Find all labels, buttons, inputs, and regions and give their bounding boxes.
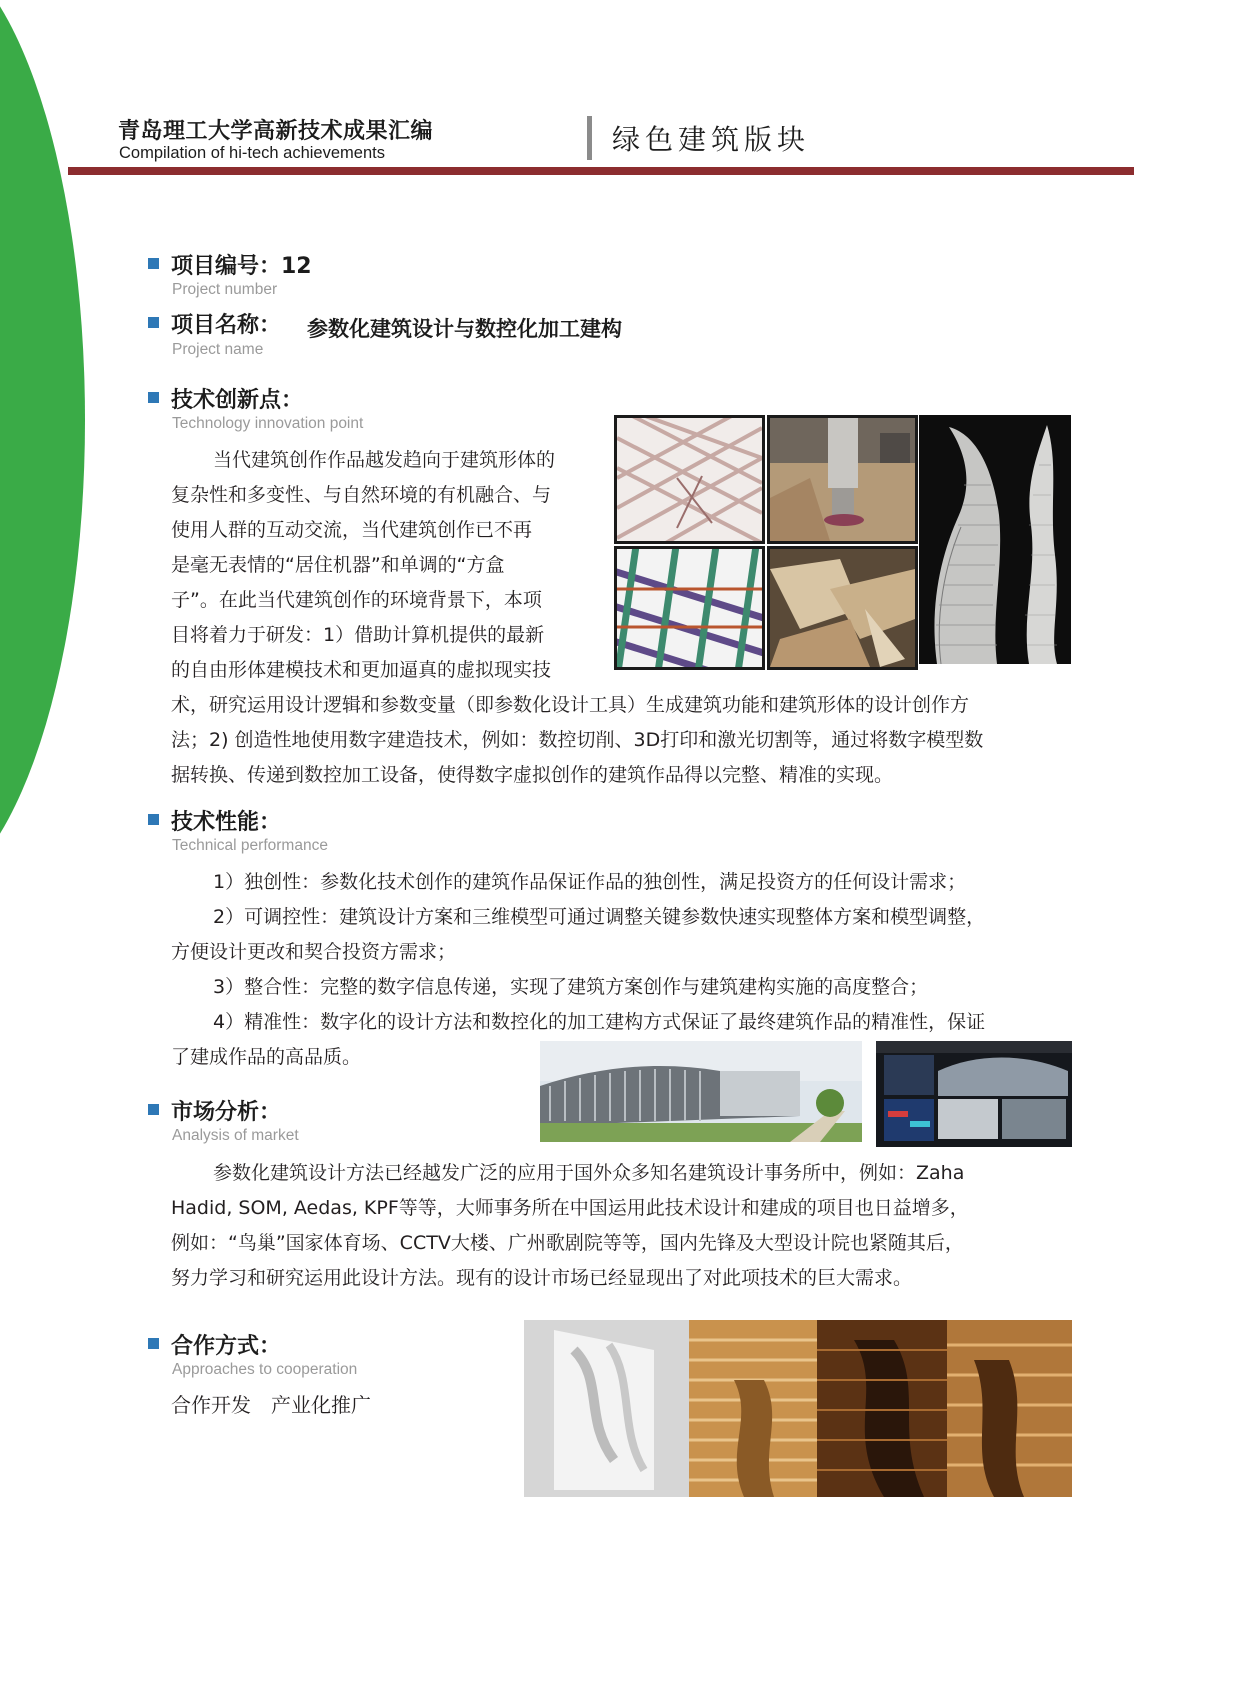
performance-item-2: 2）可调控性：建筑设计方案和三维模型可通过调整关键参数快速实现整体方案和模型调整， bbox=[213, 906, 986, 928]
performance-item-2-cont: 方便设计更改和契合投资方需求； bbox=[171, 941, 457, 963]
building-photo bbox=[540, 1041, 862, 1142]
lattice-model-image bbox=[614, 415, 765, 544]
paragraph-line: 的自由形体建模技术和更加逼真的虚拟现实技 bbox=[171, 659, 552, 681]
header-title-cn: 青岛理工大学高新技术成果汇编 bbox=[118, 119, 434, 144]
performance-item-4: 4）精准性：数字化的设计方法和数控化的加工建构方式保证了最终建筑作品的精准性，保证 bbox=[213, 1011, 986, 1033]
paragraph-line: 使用人群的互动交流，当代建筑创作已不再 bbox=[171, 519, 533, 541]
cooperation-label-en: Approaches to cooperation bbox=[172, 1361, 358, 1378]
cnc-machining-image bbox=[767, 415, 918, 544]
header-title-en: Compilation of hi-tech achievements bbox=[119, 144, 385, 162]
bullet-square-icon bbox=[148, 392, 159, 403]
header-rule bbox=[68, 167, 1134, 175]
paragraph-line: 目将着力于研发：1）借助计算机提供的最新 bbox=[171, 624, 545, 646]
paragraph-line: 当代建筑创作作品越发趋向于建筑形体的 bbox=[213, 449, 556, 471]
performance-label: 技术性能： bbox=[171, 810, 282, 835]
performance-label-en: Technical performance bbox=[172, 837, 328, 854]
section-title: 绿色建筑版块 bbox=[612, 123, 811, 156]
project-name-label-en: Project name bbox=[172, 341, 264, 358]
paragraph-line: 法；2) 创造性地使用数字建造技术，例如：数控切削、3D打印和激光切割等，通过将数字模型数 bbox=[171, 729, 984, 751]
project-name-label: 项目名称： bbox=[171, 313, 282, 338]
twisted-tower-image bbox=[919, 415, 1071, 664]
bullet-square-icon bbox=[148, 317, 159, 328]
paragraph-line: 术，研究运用设计逻辑和参数变量（即参数化设计工具）生成建筑功能和建筑形体的设计创作方 bbox=[171, 694, 970, 716]
green-side-arc bbox=[0, 0, 85, 900]
wave-wall-installation-image bbox=[524, 1320, 1072, 1497]
cooperation-value: 合作开发 产业化推广 bbox=[171, 1393, 371, 1417]
paragraph-line: 复杂性和多变性、与自然环境的有机融合、与 bbox=[171, 484, 552, 506]
wood-assembly-image bbox=[767, 546, 918, 670]
performance-item-3: 3）整合性：完整的数字信息传递，实现了建筑方案创作与建筑建构实施的高度整合； bbox=[213, 976, 929, 998]
market-line: 参数化建筑设计方法已经越发广泛的应用于国外众多知名建筑设计事务所中，例如：Zaha bbox=[213, 1162, 965, 1184]
grid-structure-image bbox=[614, 546, 765, 670]
project-number-label: 项目编号：12 bbox=[171, 254, 312, 279]
market-label: 市场分析： bbox=[171, 1100, 282, 1125]
bullet-square-icon bbox=[148, 814, 159, 825]
paragraph-line: 子”。在此当代建筑创作的环境背景下，本项 bbox=[171, 589, 542, 611]
bullet-square-icon bbox=[148, 1104, 159, 1115]
innovation-label: 技术创新点： bbox=[171, 388, 304, 413]
cooperation-label: 合作方式： bbox=[171, 1334, 282, 1359]
header-divider bbox=[587, 116, 592, 160]
market-line: 努力学习和研究运用此设计方法。现有的设计市场已经显现出了对此项技术的巨大需求。 bbox=[171, 1267, 913, 1289]
market-line: Hadid, SOM, Aedas, KPF等等，大师事务所在中国运用此技术设计和建成的项目也日益增多， bbox=[171, 1197, 969, 1219]
bullet-square-icon bbox=[148, 258, 159, 269]
performance-item-1: 1）独创性：参数化技术创作的建筑作品保证作品的独创性，满足投资方的任何设计需求； bbox=[213, 871, 967, 893]
presentation-board-image bbox=[876, 1041, 1072, 1147]
paragraph-line: 据转换、传递到数控加工设备，使得数字虚拟创作的建筑作品得以完整、精准的实现。 bbox=[171, 764, 894, 786]
market-line: 例如：“鸟巢”国家体育场、CCTV大楼、广州歌剧院等等，国内先锋及大型设计院也紧随其后， bbox=[171, 1232, 964, 1254]
paragraph-line: 是毫无表情的“居住机器”和单调的“方盒 bbox=[171, 554, 505, 576]
performance-item-4-cont: 了建成作品的高品质。 bbox=[171, 1046, 362, 1068]
innovation-label-en: Technology innovation point bbox=[172, 415, 364, 432]
market-label-en: Analysis of market bbox=[172, 1127, 299, 1144]
project-number-label-en: Project number bbox=[172, 281, 278, 298]
bullet-square-icon bbox=[148, 1338, 159, 1349]
project-name-value: 参数化建筑设计与数控化加工建构 bbox=[307, 317, 622, 341]
